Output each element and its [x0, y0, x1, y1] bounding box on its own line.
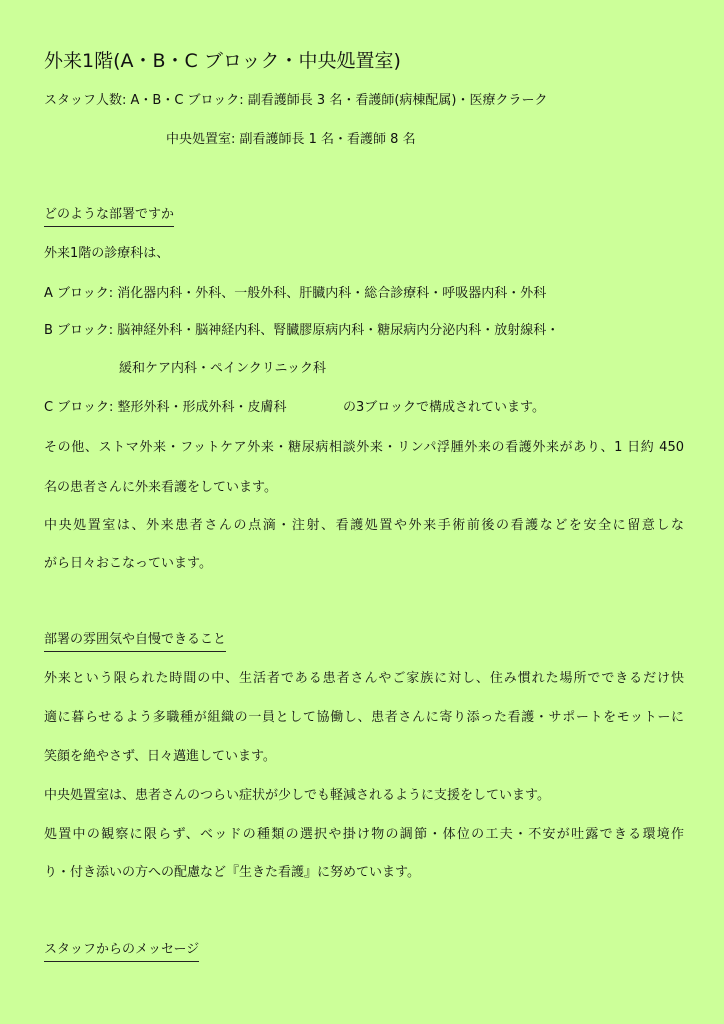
block-a-departments: A ブロック: 消化器内科・外科、一般外科、肝臓内科・総合診療科・呼吸器内科・外科: [44, 286, 547, 301]
staff-count-central: 中央処置室: 副看護師長 1 名・看護師 8 名: [166, 132, 416, 147]
atmosphere-text-line3: 笑顔を絶やさず、日々邁進しています。: [44, 749, 276, 764]
nursing-outpatient-text: その他、ストマ外来・フットケア外来・糖尿病相談外来・リンパ浮腫外来の看護外来があり、1 日約 450: [44, 440, 684, 455]
block-c-departments: C ブロック: 整形外科・形成外科・皮膚科: [44, 400, 287, 415]
block-b-departments: B ブロック: 脳神経外科・脳神経内科、腎臓膠原病内科・糖尿病内分泌内科・放射線科・: [44, 323, 560, 338]
central-treatment-text-cont: がら日々おこなっています。: [44, 556, 212, 571]
central-treatment-text: 中央処置室は、外来患者さんの点滴・注射、看護処置や外来手術前後の看護などを安全に留意しな: [44, 518, 684, 533]
care-details-text: 処置中の観察に限らず、ベッドの種類の選択や掛け物の調節・体位の工夫・不安が吐露できる環境作: [44, 827, 684, 842]
atmosphere-text-line2: 適に暮らせるよう多職種が組織の一員として協働し、患者さんに寄り添った看護・サポートをモットーに: [44, 710, 684, 725]
page-title: 外来1階(A・B・C ブロック・中央処置室): [44, 50, 401, 72]
block-b-departments-cont: 緩和ケア内科・ペインクリニック科: [119, 361, 326, 376]
central-support-text: 中央処置室は、患者さんのつらい症状が少しでも軽減されるように支援をしています。: [44, 788, 550, 803]
care-details-text-cont: り・付き添いの方への配慮など『生きた看護』に努めています。: [44, 865, 420, 880]
department-intro: 外来1階の診療科は、: [44, 246, 170, 261]
section-heading-department: どのような部署ですか: [44, 206, 174, 227]
section-heading-atmosphere: 部署の雰囲気や自慢できること: [44, 631, 226, 652]
section-heading-staff-message: スタッフからのメッセージ: [44, 941, 199, 962]
nursing-outpatient-text-cont: 名の患者さんに外来看護をしています。: [44, 480, 277, 495]
atmosphere-text-line1: 外来という限られた時間の中、生活者である患者さんやご家族に対し、住み慣れた場所でできるだけ快: [44, 671, 684, 686]
block-c-suffix: の3ブロックで構成されています。: [343, 400, 545, 415]
staff-count-blocks: スタッフ人数: A・B・C ブロック: 副看護師長 3 名・看護師(病棟配属)・医療クラーク: [44, 93, 548, 108]
